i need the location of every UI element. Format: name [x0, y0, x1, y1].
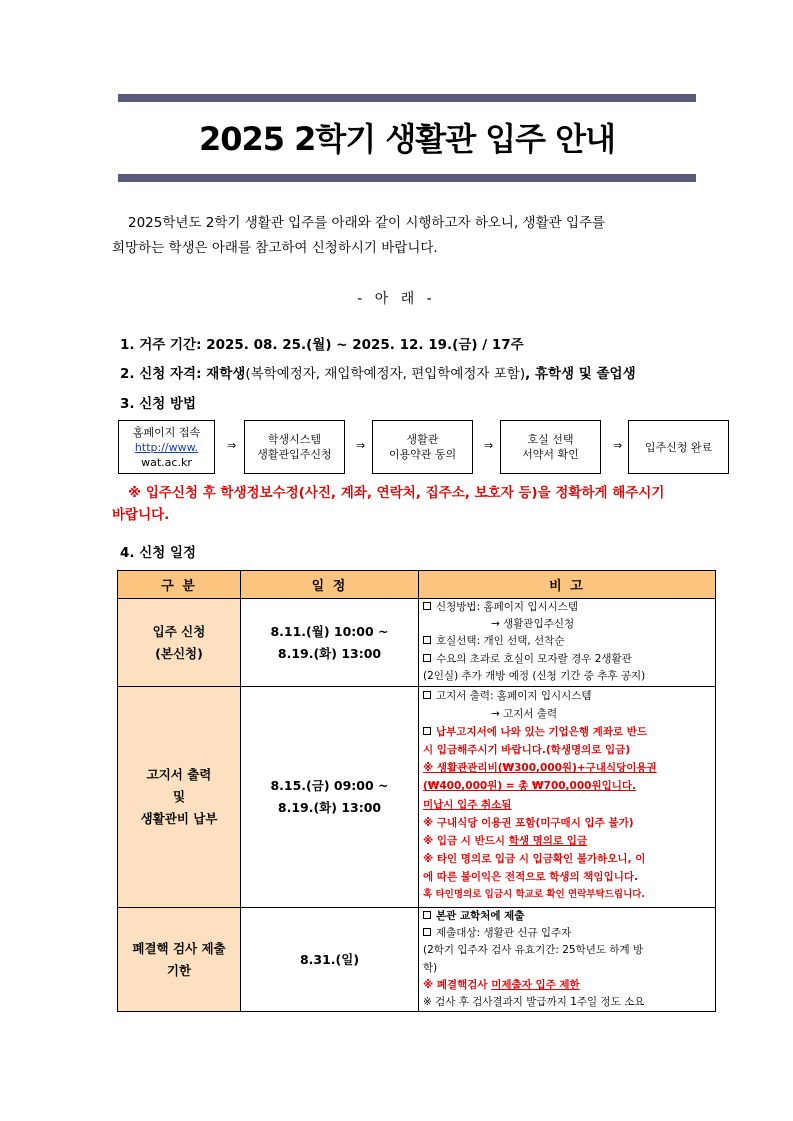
- row-1-note-2: → 생활관입주신청: [491, 618, 575, 631]
- checkbox-icon: [423, 691, 431, 699]
- section-3-method: [120, 392, 196, 412]
- row-2-category-line-1: 고지서 출력: [146, 767, 212, 782]
- section-2-text: 신청 자격: 재학생: [139, 366, 246, 382]
- row-3-note-5a: ※ 폐결핵검사: [423, 978, 492, 991]
- row-1-note-5: (2인실) 추가 개방 예정 (신청 기간 중 추후 공지): [423, 669, 646, 682]
- flow-step-2-line-1: 학생시스템: [267, 433, 322, 446]
- row-2-note-12: 혹 타인명의로 입금시 학교로 확인 연락부탁드립니다.: [423, 889, 646, 901]
- row-2-category: [118, 687, 241, 908]
- row-2-note-1: 고지서 출력: 홈페이지 입시시스템: [436, 690, 592, 702]
- flow-arrow-1: ⇒: [227, 439, 237, 452]
- section-2-paren: (복학예정자, 재입학예정자, 편입학예정자 포함): [245, 366, 526, 382]
- row-2-note-7: 미납시 입주 취소됨: [423, 798, 512, 811]
- flow-step-1-line-1: 홈페이지 접속: [132, 425, 201, 439]
- table-row-payment: [118, 687, 716, 908]
- row-3-note-3: (2학기 입주자 검사 유효기간: 25학년도 하계 방: [423, 944, 644, 957]
- row-1-notes: [419, 599, 716, 687]
- flow-step-3-line-2: 이용약관 동의: [388, 448, 457, 461]
- checkbox-icon: [423, 636, 431, 644]
- schedule-table: [117, 570, 716, 1012]
- flow-step-3-line-1: 생활관: [406, 433, 439, 446]
- row-3-category-line-1: 폐결핵 검사 제출: [132, 940, 226, 956]
- row-3-note-2: 제출대상: 생활관 신규 입주자: [436, 927, 572, 940]
- section-1-number: 1.: [120, 337, 135, 353]
- flow-step-5-label: 입주신청 완료: [644, 440, 713, 454]
- checkbox-icon: [423, 602, 431, 610]
- homepage-link[interactable]: http://www.: [134, 440, 199, 454]
- page-title: 2025 2학기 생활관 입주 안내: [198, 120, 616, 158]
- row-3-date: [241, 908, 419, 1012]
- table-row-application: [118, 599, 716, 687]
- flow-step-2-line-2: 생활관입주신청: [257, 448, 332, 461]
- row-2-category-line-3: 생활관비 납부: [140, 811, 218, 826]
- row-1-category: [118, 599, 241, 687]
- row-1-note-3: 호실선택: 개인 선택, 선착순: [436, 635, 565, 648]
- row-1-date-line-1: 8.11.(월) 10:00 ~: [270, 623, 389, 639]
- header-notes: 비 고: [419, 571, 716, 599]
- row-1-note-1: 신청방법: 홈페이지 입시시스템: [436, 601, 579, 613]
- header-schedule: 일 정: [241, 571, 419, 599]
- row-3-note-4: 학): [423, 961, 438, 974]
- section-3-text: 신청 방법: [139, 396, 197, 412]
- section-divider-label: - 아 래 -: [357, 291, 436, 307]
- row-2-note-4: 시 입금해주시기 바랍니다.(학생명의로 입금): [423, 744, 631, 757]
- row-2-date-line-1: 8.15.(금) 09:00 ~: [270, 778, 389, 793]
- flow-step-homepage: [118, 420, 215, 474]
- title-bottom-bar: [118, 174, 696, 182]
- row-1-note-4: 수요의 초과로 호실이 모자랄 경우 2생활관: [436, 652, 632, 665]
- checkbox-icon: [423, 727, 431, 735]
- warning-line-2: 바랍니다.: [112, 507, 170, 523]
- header-category: 구 분: [118, 571, 241, 599]
- section-3-number: 3.: [120, 396, 135, 412]
- flow-step-1-line-3: wat.ac.kr: [141, 455, 192, 469]
- flow-step-room-select: [500, 420, 601, 474]
- row-2-date: [241, 687, 419, 908]
- checkbox-icon: [423, 911, 431, 919]
- flow-step-4-line-2: 서약서 확인: [522, 448, 579, 461]
- row-3-date-line-1: 8.31.(일): [299, 951, 360, 967]
- flow-step-terms: [372, 420, 473, 474]
- row-1-category-line-1: 입주 신청: [152, 623, 206, 639]
- row-2-notes: [419, 687, 716, 908]
- section-4-schedule: [120, 541, 196, 561]
- row-3-category-line-2: 기한: [166, 962, 192, 978]
- row-2-note-5: ※ 생활관관리비(₩300,000원)+구내식당이용권: [423, 762, 657, 775]
- row-3-note-6: ※ 검사 후 검사결과지 발급까지 1주일 정도 소요: [423, 996, 645, 1009]
- row-2-note-6: (₩400,000원) = 총 ₩700,000원입니다.: [423, 780, 637, 793]
- row-1-date-line-2: 8.19.(화) 13:00: [277, 645, 382, 661]
- row-1-date: [241, 599, 419, 687]
- flow-arrow-2: ⇒: [356, 439, 366, 452]
- flow-arrow-4: ⇒: [613, 439, 623, 452]
- section-1-text: 거주 기간: 2025. 08. 25.(월) ~ 2025. 12. 19.(금) / 17주: [139, 337, 524, 353]
- section-4-text: 신청 일정: [139, 545, 197, 561]
- row-3-note-1: 본관 교학처에 제출: [436, 910, 525, 922]
- checkbox-icon: [423, 928, 431, 936]
- row-3-notes: [419, 908, 716, 1012]
- intro-line-1: 2025학년도 2학기 생활관 입주를 아래와 같이 시행하고자 하오니, 생활관 입주를: [128, 215, 606, 231]
- row-2-note-11: 에 따른 불이익은 전적으로 학생의 책임입니다.: [423, 870, 638, 883]
- row-2-note-8: ※ 구내식당 이용권 포함(미구매시 입주 불가): [423, 816, 634, 829]
- row-2-note-10: ※ 타인 명의로 입금 시 입금확인 불가하오니, 이: [423, 852, 646, 865]
- warning-line-1: ※ 입주신청 후 학생정보수정(사진, 계좌, 연락처, 집주소, 보호자 등)을 정확하게 해주시기: [128, 485, 665, 501]
- checkbox-icon: [423, 654, 431, 662]
- row-2-note-2: → 고지서 출력: [491, 708, 558, 721]
- row-3-note-5b: 미제출자 입주 제한: [491, 978, 580, 991]
- row-2-note-3: 납부고지서에 나와 있는 기업은행 계좌로 반드: [436, 726, 647, 739]
- section-4-number: 4.: [120, 545, 135, 561]
- flow-step-complete: [628, 420, 729, 474]
- row-3-category: [118, 908, 241, 1012]
- row-2-note-9a: ※ 입금 시 반드시: [423, 834, 509, 847]
- table-header-row: [118, 571, 716, 599]
- row-2-category-line-2: 및: [172, 789, 186, 804]
- row-1-category-line-2: (본신청): [155, 645, 203, 661]
- title-top-bar: [118, 94, 696, 102]
- section-1-period: [120, 333, 524, 353]
- section-2-tail: , 휴학생 및 졸업생: [525, 366, 636, 382]
- table-row-tb-test: [118, 908, 716, 1012]
- row-2-note-9b: 학생 명의로 입금: [508, 834, 588, 847]
- intro-line-2: 희망하는 학생은 아래를 참고하여 신청하시기 바랍니다.: [112, 240, 438, 256]
- section-2-number: 2.: [120, 366, 135, 382]
- row-2-date-line-2: 8.19.(화) 13:00: [277, 800, 382, 815]
- flow-step-student-system: [244, 420, 345, 474]
- flow-step-4-line-1: 호실 선택: [527, 433, 574, 446]
- flow-arrow-3: ⇒: [484, 439, 494, 452]
- section-2-eligibility: [120, 362, 636, 382]
